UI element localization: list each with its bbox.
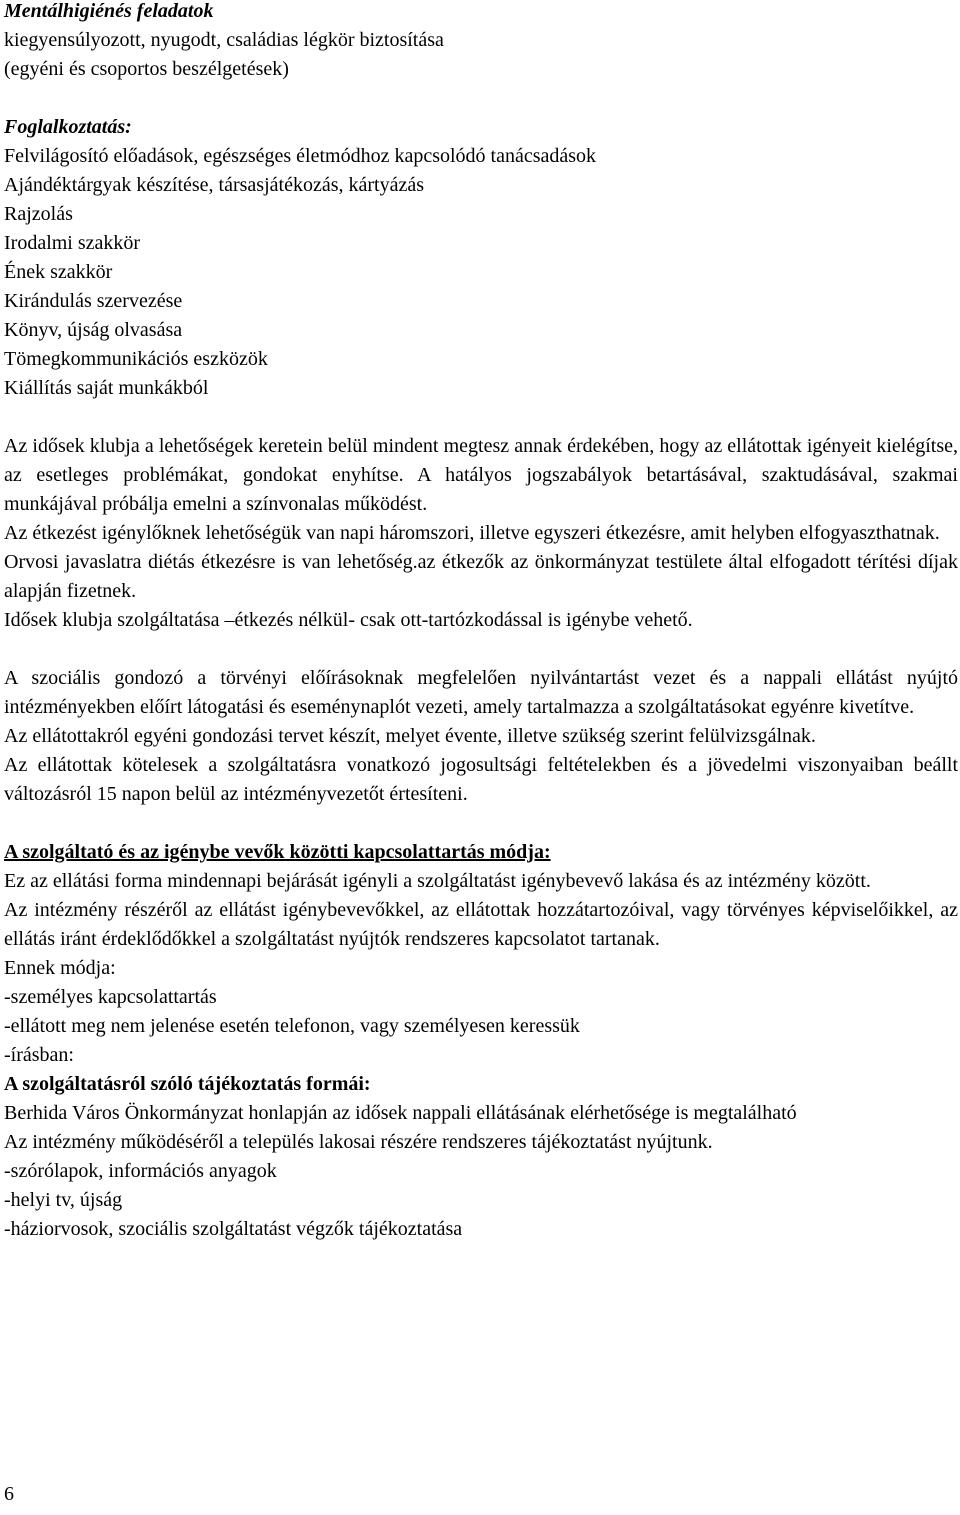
employment-item: Ajándéktárgyak készítése, társasjátékozás, kártyázás xyxy=(4,174,424,196)
contact-paragraph: Az intézmény részéről az ellátást igénybevevőkkel, az ellátottak hozzátartozóival, vagy törvényes képviselőikkel, az ellátás iránt érdeklődőkkel a szolgáltatást nyújtók rendszeres kapcsolatot tartanak. xyxy=(4,899,958,950)
contact-paragraph: Ez az ellátási forma mindennapi bejárását igényli a szolgáltatást igénybevevő lakása és az intézmény között. xyxy=(4,870,871,892)
spacer xyxy=(4,403,958,432)
mental-health-line: (egyéni és csoportos beszélgetések) xyxy=(4,58,289,80)
page-content xyxy=(4,0,958,1244)
club-paragraph: Orvosi javaslatra diétás étkezésre is van lehetőség.az étkezők az önkormányzat testülete által elfogadott térítési díjak alapján fizetnek. xyxy=(4,551,958,602)
club-paragraph: Az étkezést igénylőknek lehetőségük van napi háromszori, illetve egyszeri étkezésre, amit helyben elfogyaszthatnak. xyxy=(4,522,940,544)
contact-method-item: -ellátott meg nem jelenése esetén telefonon, vagy személyesen keressük xyxy=(4,1015,580,1037)
spacer xyxy=(4,84,958,113)
employment-item: Felvilágosító előadások, egészséges életmódhoz kapcsolódó tanácsadások xyxy=(4,145,597,167)
club-paragraph: Idősek klubja szolgáltatása –étkezés nélkül- csak ott-tartózkodással is igénybe vehető. xyxy=(4,609,693,631)
employment-item: Kiállítás saját munkákból xyxy=(4,377,209,399)
employment-item: Tömegkommunikációs eszközök xyxy=(4,348,268,370)
mental-health-line: kiegyensúlyozott, nyugodt, családias légkör biztosítása xyxy=(4,29,444,51)
contact-heading: A szolgáltató és az igénybe vevők közötti kapcsolattartás módja: xyxy=(4,841,551,863)
employment-heading: Foglalkoztatás: xyxy=(4,116,132,138)
info-item: -szórólapok, információs anyagok xyxy=(4,1160,277,1182)
caregiver-paragraph: Az ellátottakról egyéni gondozási tervet készít, melyet évente, illetve szükség szerint felülvizsgálnak. xyxy=(4,725,816,747)
info-paragraph: Berhida Város Önkormányzat honlapján az idősek nappali ellátásának elérhetősége is megtalálható xyxy=(4,1102,797,1124)
contact-method-item: -írásban: xyxy=(4,1044,74,1066)
employment-item: Rajzolás xyxy=(4,203,73,225)
club-paragraph: Az idősek klubja a lehetőségek keretein belül mindent megtesz annak érdekében, hogy az ellátottak igényeit kielégítse, az esetleges problémákat, gondokat enyhítse. A hatályos jogszabályok betartásával, szaktudásával, szakmai munkájával próbálja emelni a színvonalas működést. xyxy=(4,435,958,515)
info-item: -helyi tv, újság xyxy=(4,1189,123,1211)
employment-item: Irodalmi szakkör xyxy=(4,232,141,254)
employment-item: Ének szakkör xyxy=(4,261,113,283)
caregiver-paragraph: A szociális gondozó a törvényi előírásoknak megfelelően nyilvántartást vezet és a nappali ellátást nyújtó intézményekben előírt látogatási és eseménynaplót vezeti, amely tartalmazza a szolgáltatásokat egyénre kivetítve. xyxy=(4,667,958,718)
employment-item: Könyv, újság olvasása xyxy=(4,319,183,341)
contact-method-label: Ennek módja: xyxy=(4,957,116,979)
caregiver-paragraph: Az ellátottak kötelesek a szolgáltatásra vonatkozó jogosultsági feltételekben és a jövedelmi viszonyaiban beállt változásról 15 napon belül az intézményvezetőt értesíteni. xyxy=(4,754,958,805)
mental-health-heading: Mentálhigiénés feladatok xyxy=(4,0,214,22)
info-line: Az intézmény működéséről a település lakosai részére rendszeres tájékoztatást nyújtunk. xyxy=(4,1131,713,1153)
spacer xyxy=(4,635,958,664)
employment-item: Kirándulás szervezése xyxy=(4,290,183,312)
info-heading: A szolgáltatásról szóló tájékoztatás formái: xyxy=(4,1073,371,1095)
contact-method-item: -személyes kapcsolattartás xyxy=(4,986,217,1008)
spacer xyxy=(4,809,958,838)
info-item: -háziorvosok, szociális szolgáltatást végzők tájékoztatása xyxy=(4,1218,463,1240)
page-number: 6 xyxy=(4,1483,14,1505)
